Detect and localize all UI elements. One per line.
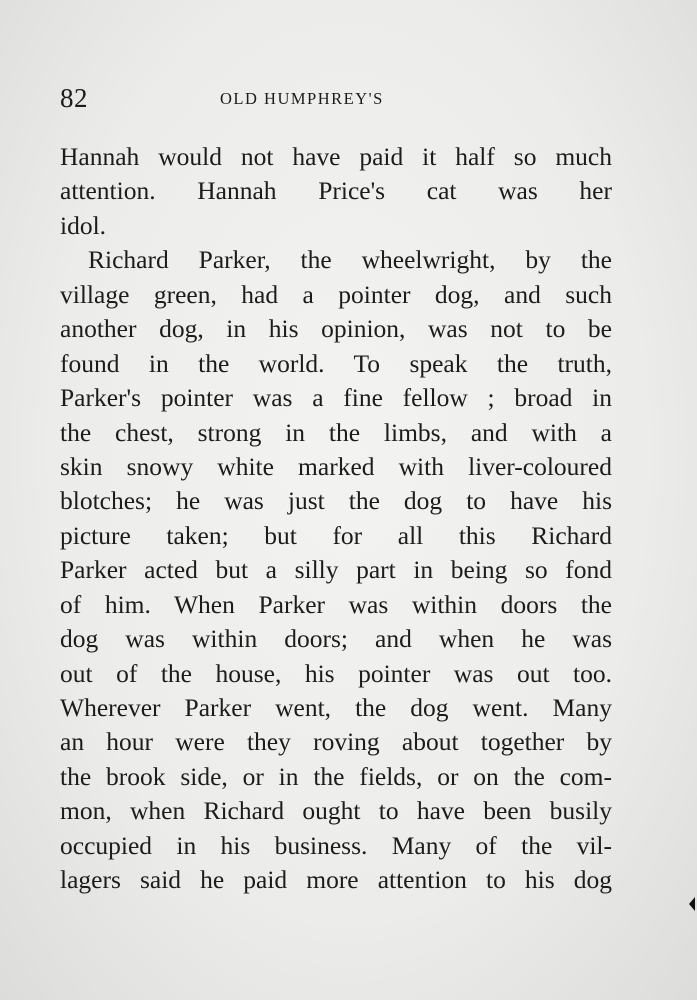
text-line: dog was within doors; and when he was (60, 624, 612, 654)
text-line: occupied in his business. Many of the vil- (60, 830, 612, 860)
page-number: 82 (60, 83, 88, 113)
running-head (60, 80, 612, 116)
text-line: out of the house, his pointer was out too. (60, 658, 612, 688)
text-line: picture taken; but for all this Richard (60, 520, 612, 550)
text-line: blotches; he was just the dog to have his (60, 486, 612, 516)
text-line: the brook side, or in the fields, or on the com- (60, 761, 612, 791)
running-title: OLD HUMPHREY'S (220, 89, 384, 108)
text-line: village green, had a pointer dog, and such (60, 279, 612, 309)
text-line: Parker acted but a silly part in being so fond (60, 555, 612, 585)
text-line: Hannah would not have paid it half so much (60, 142, 612, 171)
text-line: another dog, in his opinion, was not to be (60, 314, 612, 344)
text-line: skin snowy white marked with liver-coloured (60, 451, 612, 481)
text-line: attention. Hannah Price's cat was her (60, 176, 612, 206)
body-text (60, 140, 612, 898)
text-line: Richard Parker, the wheelwright, by the (88, 245, 612, 275)
text-line: the chest, strong in the limbs, and with a (60, 417, 612, 447)
text-line: idol. (60, 210, 107, 240)
page-edge-mark (689, 897, 695, 911)
text-line: Wherever Parker went, the dog went. Many (60, 693, 612, 722)
text-line: mon, when Richard ought to have been busily (60, 796, 612, 826)
text-line: an hour were they roving about together by (60, 727, 612, 757)
text-line: lagers said he paid more attention to his dog (60, 865, 612, 895)
text-line: of him. When Parker was within doors the (60, 589, 612, 619)
text-line: Parker's pointer was a fine fellow ; broad in (60, 383, 612, 413)
text-line: found in the world. To speak the truth, (60, 348, 612, 378)
